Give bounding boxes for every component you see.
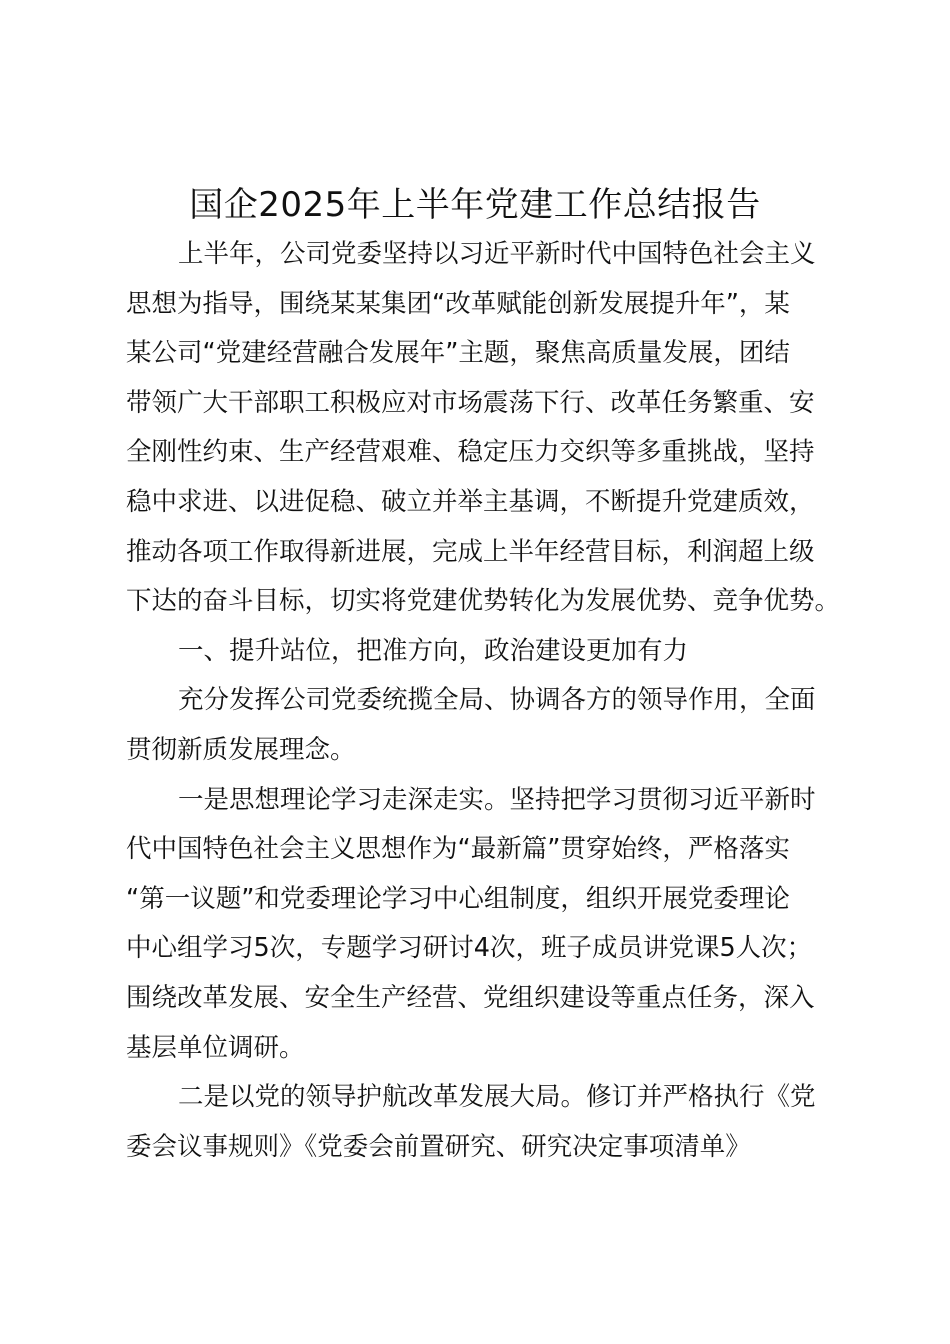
paragraph-line: 基层单位调研。 xyxy=(126,1032,305,1063)
paragraph-line: 某公司“党建经营融合发展年”主题，聚焦高质量发展，团结 xyxy=(126,338,790,369)
paragraph-line: 全刚性约束、生产经营艰难、稳定压力交织等多重挑战，坚持 xyxy=(126,437,815,468)
paragraph-line: 上半年，公司党委坚持以习近平新时代中国特色社会主义 xyxy=(178,239,816,269)
document-body xyxy=(126,230,841,1172)
paragraph-line: 下达的奋斗目标，切实将党建优势转化为发展优势、竞争优势。 xyxy=(126,586,841,617)
paragraph-line: 委会议事规则》《党委会前置研究、研究决定事项清单》 xyxy=(126,1131,751,1162)
paragraph-line: 贯彻新质发展理念。 xyxy=(126,734,356,765)
paragraph-line: 一是思想理论学习走深走实。坚持把学习贯彻习近平新时 xyxy=(178,784,816,815)
paragraph-line: “第一议题”和党委理论学习中心组制度，组织开展党委理论 xyxy=(126,883,790,914)
paragraph-line: 围绕改革发展、安全生产经营、党组织建设等重点任务，深入 xyxy=(126,982,815,1013)
paragraph-line: 带领广大干部职工积极应对市场震荡下行、改革任务繁重、安 xyxy=(126,387,815,418)
paragraph-line: 充分发挥公司党委统揽全局、协调各方的领导作用，全面 xyxy=(178,685,816,716)
paragraph-line: 代中国特色社会主义思想作为“最新篇”贯穿始终，严格落实 xyxy=(126,834,790,865)
section-heading: 一、提升站位，把准方向，政治建设更加有力 xyxy=(178,635,689,666)
paragraph-line: 二是以党的领导护航改革发展大局。修订并严格执行《党 xyxy=(178,1082,816,1113)
paragraph-line: 中心组学习5次，专题学习研讨4次，班子成员讲党课5人次； xyxy=(126,933,813,964)
paragraph-line: 稳中求进、以进促稳、破立并举主基调，不断提升党建质效， xyxy=(126,486,815,517)
paragraph-line: 思想为指导，围绕某某集团“改革赋能创新发展提升年”，某 xyxy=(126,288,790,319)
document-title: 国企2025年上半年党建工作总结报告 xyxy=(189,185,761,225)
paragraph-line: 推动各项工作取得新进展，完成上半年经营目标，利润超上级 xyxy=(126,536,815,567)
